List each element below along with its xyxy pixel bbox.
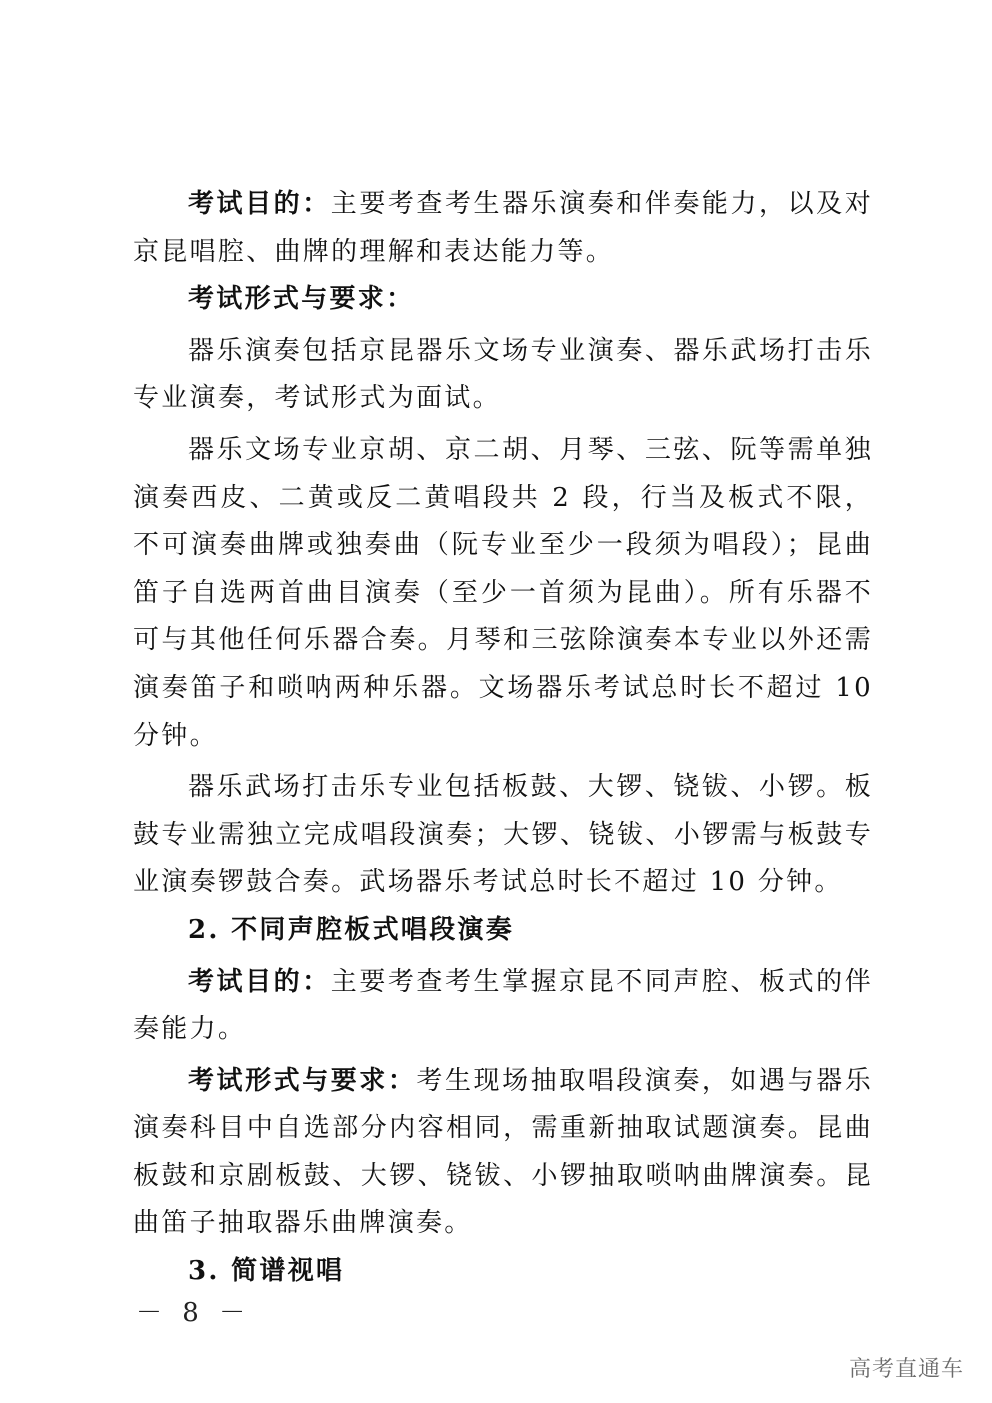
section-2-format-label: 考试形式与要求： xyxy=(188,1065,417,1096)
section-2-purpose-paragraph xyxy=(133,959,873,1054)
wuchang-paragraph: 器乐武场打击乐专业包括板鼓、大锣、铙钹、小锣。板鼓专业需独立完成唱段演奏；大锣、铙钹、小锣需与板鼓专业演奏锣鼓合奏。武场器乐考试总时长不超过 10 分钟。 xyxy=(133,772,873,898)
exam-purpose-label: 考试目的： xyxy=(188,189,331,219)
watermark-text: 高考直通车 xyxy=(848,1357,964,1382)
document-body xyxy=(133,181,873,1296)
page-number: － 8 － xyxy=(136,1298,252,1328)
section-2-heading: 2. 不同声腔板式唱段演奏 xyxy=(188,914,515,945)
section-2-format-paragraph xyxy=(133,1058,873,1248)
wenchang-paragraph: 器乐文场专业京胡、京二胡、月琴、三弦、阮等需单独演奏西皮、二黄或反二黄唱段共 2 段，行当及板式不限，不可演奏曲牌或独奏曲（阮专业至少一段须为唱段）；昆曲笛子自选两首曲目演奏（至少一首须为昆曲）。所有乐器不可与其他任何乐器合奏。月琴和三弦除演奏本专业以外还需演奏笛子和唢呐两种乐器。文场器乐考试总时长不超过 10 分钟。 xyxy=(133,434,873,751)
section-2-purpose-text: 主要考查考生掌握京昆不同声腔、板式的伴奏能力。 xyxy=(133,966,873,1045)
instrumental-performance-paragraph: 器乐演奏包括京昆器乐文场专业演奏、器乐武场打击乐专业演奏，考试形式为面试。 xyxy=(133,335,873,414)
section-2-format-text: 考生现场抽取唱段演奏，如遇与器乐演奏科目中自选部分内容相同，需重新抽取试题演奏。昆曲板鼓和京剧板鼓、大锣、铙钹、小锣抽取唢呐曲牌演奏。昆曲笛子抽取器乐曲牌演奏。 xyxy=(133,1065,873,1239)
section-3-heading: 3. 简谱视唱 xyxy=(188,1256,345,1287)
exam-purpose-paragraph xyxy=(133,181,873,276)
section-2-purpose-label: 考试目的： xyxy=(188,966,331,997)
exam-purpose-text: 主要考查考生器乐演奏和伴奏能力，以及对京昆唱腔、曲牌的理解和表达能力等。 xyxy=(133,189,873,267)
exam-format-heading: 考试形式与要求： xyxy=(188,284,415,315)
